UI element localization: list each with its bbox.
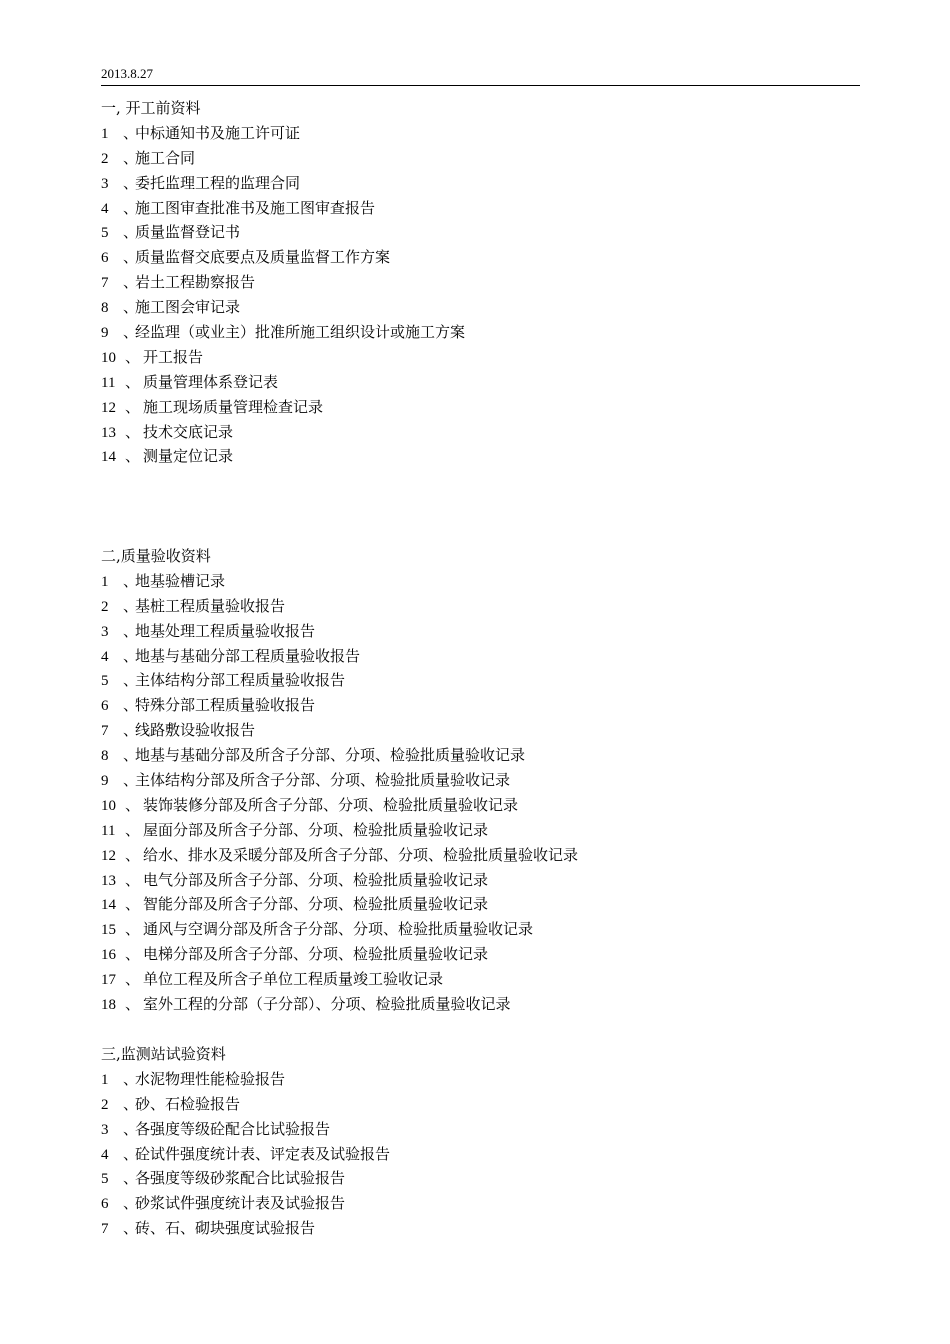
list-item-number: 5 xyxy=(101,225,109,242)
list-item xyxy=(101,1166,861,1191)
list-item-text: 屋面分部及所含子分部、分项、检验批质量验收记录 xyxy=(143,820,489,839)
list-item-separator: 、 xyxy=(123,571,139,590)
list-item-separator: 、 xyxy=(123,1144,139,1163)
list-item-number: 4 xyxy=(101,200,109,217)
section-test-station xyxy=(101,1042,861,1241)
list-item-number: 4 xyxy=(101,1146,109,1163)
list-item-separator: 、 xyxy=(125,895,141,914)
list-item xyxy=(101,245,861,270)
list-item-separator: 、 xyxy=(123,223,139,242)
list-item-separator: 、 xyxy=(123,696,139,715)
list-item-text: 单位工程及所含子单位工程质量竣工验收记录 xyxy=(143,970,444,989)
list-item-separator: 、 xyxy=(123,173,139,192)
list-item xyxy=(101,196,861,221)
list-item-number: 15 xyxy=(101,922,116,939)
list-item xyxy=(101,818,861,843)
list-item-number: 16 xyxy=(101,947,116,964)
list-item-number: 13 xyxy=(101,424,116,441)
list-item xyxy=(101,1092,861,1117)
list-item xyxy=(101,1191,861,1216)
list-item-text: 质量监督登记书 xyxy=(135,223,241,242)
list-item-number: 4 xyxy=(101,648,109,665)
list-item-separator: 、 xyxy=(123,621,139,640)
list-item xyxy=(101,718,861,743)
header-rule xyxy=(101,85,860,86)
list-item-text: 地基验槽记录 xyxy=(135,571,226,590)
list-item-number: 11 xyxy=(101,822,116,839)
list-item-separator: 、 xyxy=(125,995,141,1014)
list-item-text: 地基与基础分部工程质量验收报告 xyxy=(135,646,361,665)
list-item-text: 电气分部及所含子分部、分项、检验批质量验收记录 xyxy=(143,870,489,889)
list-item xyxy=(101,146,861,171)
list-item-text: 测量定位记录 xyxy=(143,447,234,466)
list-item-number: 7 xyxy=(101,723,109,740)
list-item xyxy=(101,868,861,893)
list-item-number: 1 xyxy=(101,125,109,142)
list-item-text: 线路敷设验收报告 xyxy=(135,721,256,740)
list-item xyxy=(101,171,861,196)
list-item-number: 6 xyxy=(101,250,109,267)
list-item-number: 14 xyxy=(101,897,116,914)
list-item-number: 10 xyxy=(101,797,116,814)
list-item-separator: 、 xyxy=(125,447,141,466)
list-item-number: 17 xyxy=(101,972,116,989)
list-item-text: 地基处理工程质量验收报告 xyxy=(135,621,316,640)
list-item-text: 施工图会审记录 xyxy=(135,298,241,317)
list-item-separator: 、 xyxy=(123,1094,139,1113)
list-item-number: 12 xyxy=(101,847,116,864)
list-item-number: 10 xyxy=(101,349,116,366)
list-item xyxy=(101,395,861,420)
list-item xyxy=(101,444,861,469)
list-item-separator: 、 xyxy=(125,870,141,889)
list-item xyxy=(101,345,861,370)
list-item-text: 通风与空调分部及所含子分部、分项、检验批质量验收记录 xyxy=(143,920,534,939)
list-item-number: 2 xyxy=(101,150,109,167)
list-item-text: 水泥物理性能检验报告 xyxy=(135,1069,286,1088)
list-item-separator: 、 xyxy=(125,795,141,814)
list-item-text: 中标通知书及施工许可证 xyxy=(135,123,301,142)
list-item-number: 5 xyxy=(101,673,109,690)
list-item xyxy=(101,892,861,917)
list-item-separator: 、 xyxy=(125,397,141,416)
list-item-separator: 、 xyxy=(125,422,141,441)
list-item xyxy=(101,843,861,868)
list-item xyxy=(101,917,861,942)
list-item-separator: 、 xyxy=(123,1219,139,1238)
list-item-text: 各强度等级砂浆配合比试验报告 xyxy=(135,1169,346,1188)
list-item-number: 7 xyxy=(101,1221,109,1238)
list-item xyxy=(101,1216,861,1241)
list-item xyxy=(101,668,861,693)
list-item-separator: 、 xyxy=(123,746,139,765)
list-item xyxy=(101,1117,861,1142)
list-item xyxy=(101,420,861,445)
list-item-separator: 、 xyxy=(123,273,139,292)
list-item-separator: 、 xyxy=(125,820,141,839)
list-item-separator: 、 xyxy=(123,298,139,317)
list-item xyxy=(101,793,861,818)
list-item xyxy=(101,370,861,395)
list-item-text: 砂浆试件强度统计表及试验报告 xyxy=(135,1194,346,1213)
list-item-text: 砼试件强度统计表、评定表及试验报告 xyxy=(135,1144,391,1163)
list-item-number: 8 xyxy=(101,748,109,765)
list-item xyxy=(101,121,861,146)
list-item xyxy=(101,569,861,594)
list-item-number: 8 xyxy=(101,300,109,317)
list-item xyxy=(101,320,861,345)
list-item-text: 施工图审查批准书及施工图审查报告 xyxy=(135,198,376,217)
list-item-separator: 、 xyxy=(125,372,141,391)
section-quality-acceptance xyxy=(101,544,861,1017)
list-item-number: 9 xyxy=(101,325,109,342)
section-title: 二,质量验收资料 xyxy=(101,547,211,565)
section-title: 三,监测站试验资料 xyxy=(101,1045,226,1063)
list-item-separator: 、 xyxy=(125,970,141,989)
list-item xyxy=(101,992,861,1017)
list-item-text: 委托监理工程的监理合同 xyxy=(135,173,301,192)
list-item-number: 5 xyxy=(101,1171,109,1188)
list-item xyxy=(101,693,861,718)
list-item-separator: 、 xyxy=(123,148,139,167)
list-item-text: 经监理（或业主）批准所施工组织设计或施工方案 xyxy=(135,323,466,342)
list-item-separator: 、 xyxy=(123,1069,139,1088)
list-item-text: 质量管理体系登记表 xyxy=(143,372,279,391)
section-preconstruction xyxy=(101,96,861,469)
list-item-number: 7 xyxy=(101,275,109,292)
list-item xyxy=(101,295,861,320)
list-item xyxy=(101,220,861,245)
list-item-text: 施工合同 xyxy=(135,148,196,167)
list-item xyxy=(101,967,861,992)
list-item-number: 2 xyxy=(101,598,109,615)
list-item-text: 主体结构分部及所含子分部、分项、检验批质量验收记录 xyxy=(135,771,511,790)
list-item-number: 6 xyxy=(101,698,109,715)
list-item-text: 砖、石、砌块强度试验报告 xyxy=(135,1219,316,1238)
list-item-number: 3 xyxy=(101,1121,109,1138)
list-item-number: 2 xyxy=(101,1096,109,1113)
list-item-number: 13 xyxy=(101,872,116,889)
list-item xyxy=(101,768,861,793)
list-item-separator: 、 xyxy=(123,671,139,690)
list-item xyxy=(101,594,861,619)
section-title: 一, 开工前资料 xyxy=(101,99,201,117)
list-item-text: 给水、排水及采暖分部及所含子分部、分项、检验批质量验收记录 xyxy=(143,845,579,864)
list-item-text: 基桩工程质量验收报告 xyxy=(135,596,286,615)
list-item-number: 14 xyxy=(101,449,116,466)
list-item xyxy=(101,1142,861,1167)
list-item-separator: 、 xyxy=(123,596,139,615)
list-item-number: 9 xyxy=(101,773,109,790)
list-item-separator: 、 xyxy=(123,646,139,665)
list-item-separator: 、 xyxy=(123,248,139,267)
list-item-text: 电梯分部及所含子分部、分项、检验批质量验收记录 xyxy=(143,945,489,964)
list-item-number: 18 xyxy=(101,997,116,1014)
list-item-text: 主体结构分部工程质量验收报告 xyxy=(135,671,346,690)
list-item xyxy=(101,942,861,967)
list-item-separator: 、 xyxy=(123,198,139,217)
list-item xyxy=(101,270,861,295)
list-item-separator: 、 xyxy=(123,771,139,790)
list-item-separator: 、 xyxy=(123,123,139,142)
list-item-text: 施工现场质量管理检查记录 xyxy=(143,397,324,416)
list-item-separator: 、 xyxy=(125,347,141,366)
list-item-separator: 、 xyxy=(123,323,139,342)
list-item-separator: 、 xyxy=(123,1194,139,1213)
list-item-separator: 、 xyxy=(125,920,141,939)
list-item xyxy=(101,644,861,669)
list-item-separator: 、 xyxy=(125,945,141,964)
list-item-text: 砂、石检验报告 xyxy=(135,1094,241,1113)
list-item-separator: 、 xyxy=(123,1119,139,1138)
list-item-number: 3 xyxy=(101,175,109,192)
list-item-number: 3 xyxy=(101,623,109,640)
header-date: 2013.8.27 xyxy=(101,66,153,81)
list-item xyxy=(101,743,861,768)
list-item-number: 11 xyxy=(101,374,116,391)
list-item-number: 12 xyxy=(101,399,116,416)
list-item-text: 各强度等级砼配合比试验报告 xyxy=(135,1119,331,1138)
list-item xyxy=(101,1067,861,1092)
list-item-text: 特殊分部工程质量验收报告 xyxy=(135,696,316,715)
list-item-separator: 、 xyxy=(123,721,139,740)
list-item-separator: 、 xyxy=(123,1169,139,1188)
list-item-text: 地基与基础分部及所含子分部、分项、检验批质量验收记录 xyxy=(135,746,526,765)
list-item-text: 室外工程的分部（子分部）、分项、检验批质量验收记录 xyxy=(143,995,511,1014)
list-item-separator: 、 xyxy=(125,845,141,864)
list-item-number: 1 xyxy=(101,1071,109,1088)
list-item-text: 质量监督交底要点及质量监督工作方案 xyxy=(135,248,391,267)
list-item-text: 岩土工程勘察报告 xyxy=(135,273,256,292)
list-item xyxy=(101,619,861,644)
list-item-number: 6 xyxy=(101,1196,109,1213)
list-item-text: 开工报告 xyxy=(143,347,204,366)
list-item-text: 智能分部及所含子分部、分项、检验批质量验收记录 xyxy=(143,895,489,914)
list-item-text: 装饰装修分部及所含子分部、分项、检验批质量验收记录 xyxy=(143,795,519,814)
list-item-text: 技术交底记录 xyxy=(143,422,234,441)
list-item-number: 1 xyxy=(101,573,109,590)
